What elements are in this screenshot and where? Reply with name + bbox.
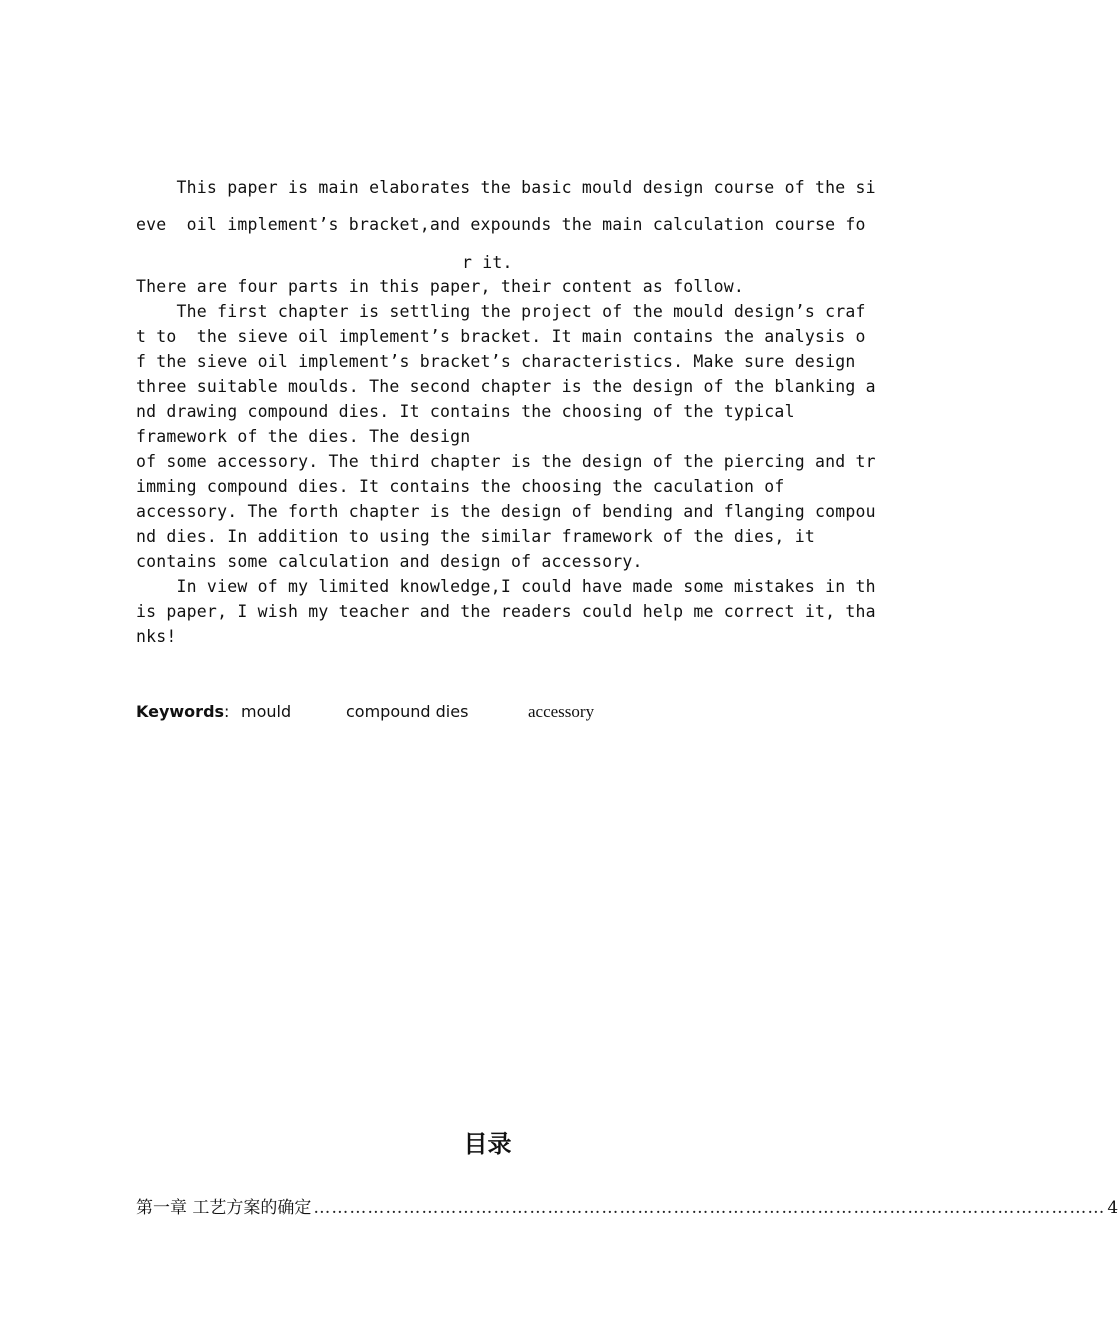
abstract-line: contains some calculation and design of accessory. (136, 552, 643, 571)
abstract-line: eve oil implement’s bracket,and expounds the main calculation course fo (136, 215, 866, 234)
abstract-line: In view of my limited knowledge,I could have made some mistakes in th (136, 577, 876, 596)
toc-entry-label: 第一章 工艺方案的确定 (136, 1198, 312, 1218)
abstract-line: The first chapter is settling the project of the mould design’s craf (136, 302, 866, 321)
abstract-line: accessory. The forth chapter is the design of bending and flanging compou (136, 502, 876, 521)
abstract-line: nd drawing compound dies. It contains the choosing of the typical (136, 402, 795, 421)
abstract-line: framework of the dies. The design (136, 427, 471, 446)
abstract-line: of some accessory. The third chapter is the design of the piercing and tr (136, 452, 876, 471)
abstract-line: f the sieve oil implement’s bracket’s characteristics. Make sure design (136, 352, 856, 371)
abstract-line: There are four parts in this paper, their content as follow. (136, 277, 745, 296)
keyword-term: compound dies (346, 702, 469, 721)
abstract-line: r it. (462, 253, 513, 272)
abstract-line: This paper is main elaborates the basic mould design course of the si (136, 178, 876, 197)
keywords-label: Keywords (136, 702, 225, 721)
abstract-line: is paper, I wish my teacher and the readers could help me correct it, tha (136, 602, 876, 621)
keyword-term: accessory (528, 702, 595, 721)
abstract-line: three suitable moulds. The second chapter is the design of the blanking a (136, 377, 876, 396)
abstract-line: nd dies. In addition to using the similar framework of the dies, it (136, 527, 815, 546)
toc-entry[interactable] (136, 1195, 1118, 1221)
toc-leader-dots: …………………………………………………………………………………………………………………… (313, 1198, 1106, 1218)
keywords-line (136, 700, 595, 724)
abstract-line: nks! (136, 627, 177, 646)
abstract-line: t to the sieve oil implement’s bracket. It main contains the analysis o (136, 327, 866, 346)
toc-page-number: 4 (1107, 1198, 1118, 1218)
keyword-term: mould (241, 702, 292, 721)
toc-title: 目录 (463, 1130, 512, 1158)
keywords-separator: : (224, 702, 230, 721)
abstract-line: imming compound dies. It contains the choosing the caculation of (136, 477, 785, 496)
